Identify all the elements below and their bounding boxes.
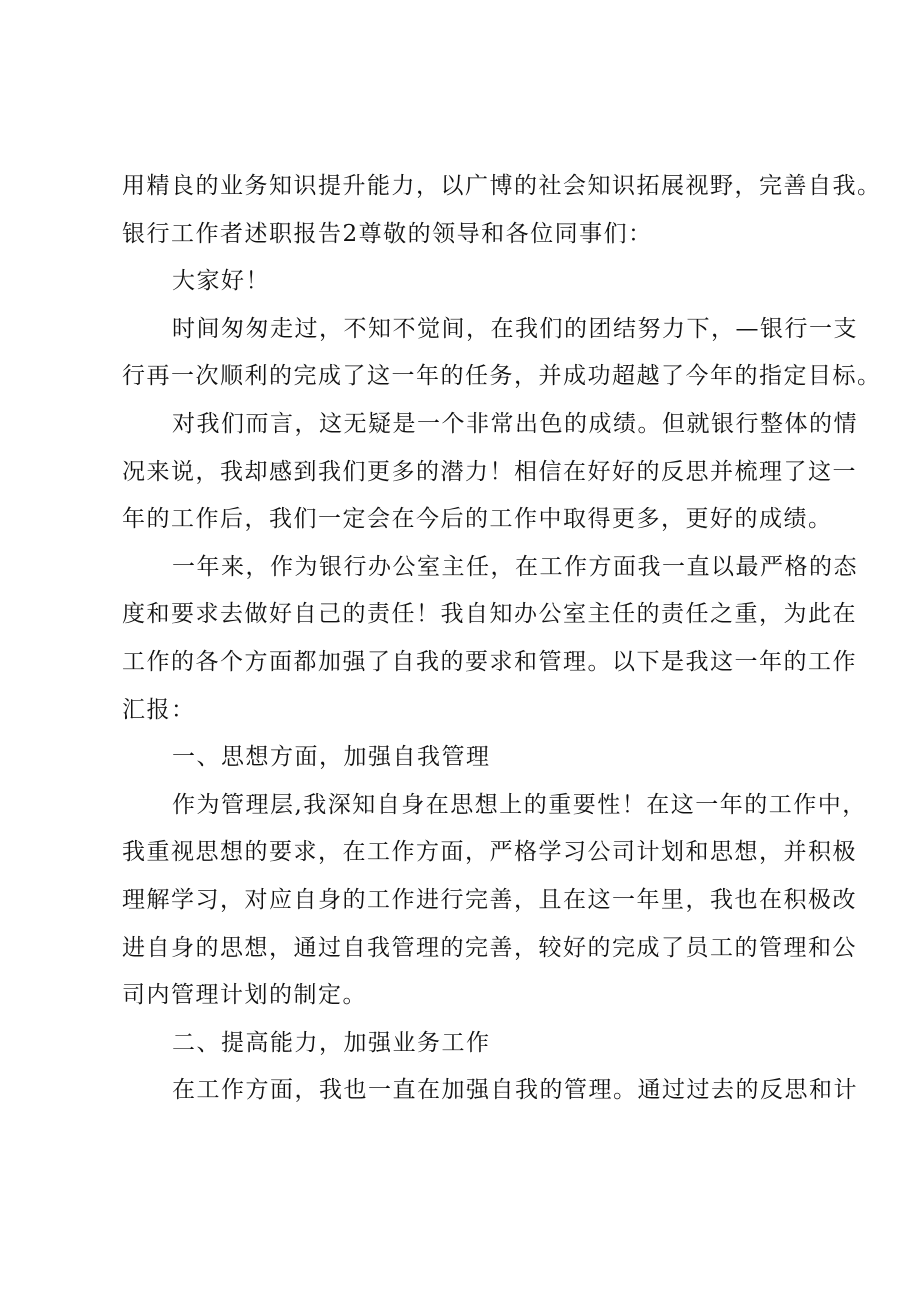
text-line: 我重视思想的要求，在工作方面，严格学习公司计划和思想，并积极: [122, 839, 857, 866]
text-line: 年的工作后，我们一定会在今后的工作中取得更多，更好的成绩。: [122, 506, 833, 533]
paragraph-start: 在工作方面，我也一直在加强自我的管理。通过过去的反思和计: [172, 1077, 858, 1104]
document-body: [122, 163, 882, 1115]
paragraph-start: 作为管理层,我深知自身在思想上的重要性！在这一年的工作中，: [172, 791, 867, 818]
greeting-line: 大家好！: [172, 268, 270, 295]
text-line: 度和要求去做好自己的责任！我自知办公室主任的责任之重，为此在: [122, 601, 857, 628]
text-line: 用精良的业务知识提升能力，以广博的社会知识拓展视野，完善自我。: [122, 173, 882, 199]
text-line: 理解学习，对应自身的工作进行完善，且在这一年里，我也在积极改: [122, 886, 857, 913]
text-line: 况来说，我却感到我们更多的潜力！相信在好好的反思并梳理了这一: [122, 458, 857, 485]
text-line: 行再一次顺利的完成了这一年的任务，并成功超越了今年的指定目标。: [122, 363, 882, 390]
section-heading: 二、提高能力，加强业务工作: [172, 1029, 491, 1056]
text-line: 汇报：: [122, 696, 196, 723]
text-line: 司内管理计划的制定。: [122, 982, 367, 1009]
paragraph-start: 对我们而言，这无疑是一个非常出色的成绩。但就银行整体的情: [172, 410, 858, 437]
text-line: 工作的各个方面都加强了自我的要求和管理。以下是我这一年的工作: [122, 648, 857, 675]
section-heading: 一、思想方面，加强自我管理: [172, 744, 491, 771]
text-line: 银行工作者述职报告2尊敬的领导和各位同事们：: [122, 220, 653, 247]
paragraph-start: 时间匆匆走过，不知不觉间，在我们的团结努力下，—银行一支: [172, 315, 858, 342]
text-line: 进自身的思想，通过自我管理的完善，较好的完成了员工的管理和公: [122, 934, 857, 961]
paragraph-start: 一年来，作为银行办公室主任，在工作方面我一直以最严格的态: [172, 553, 858, 580]
